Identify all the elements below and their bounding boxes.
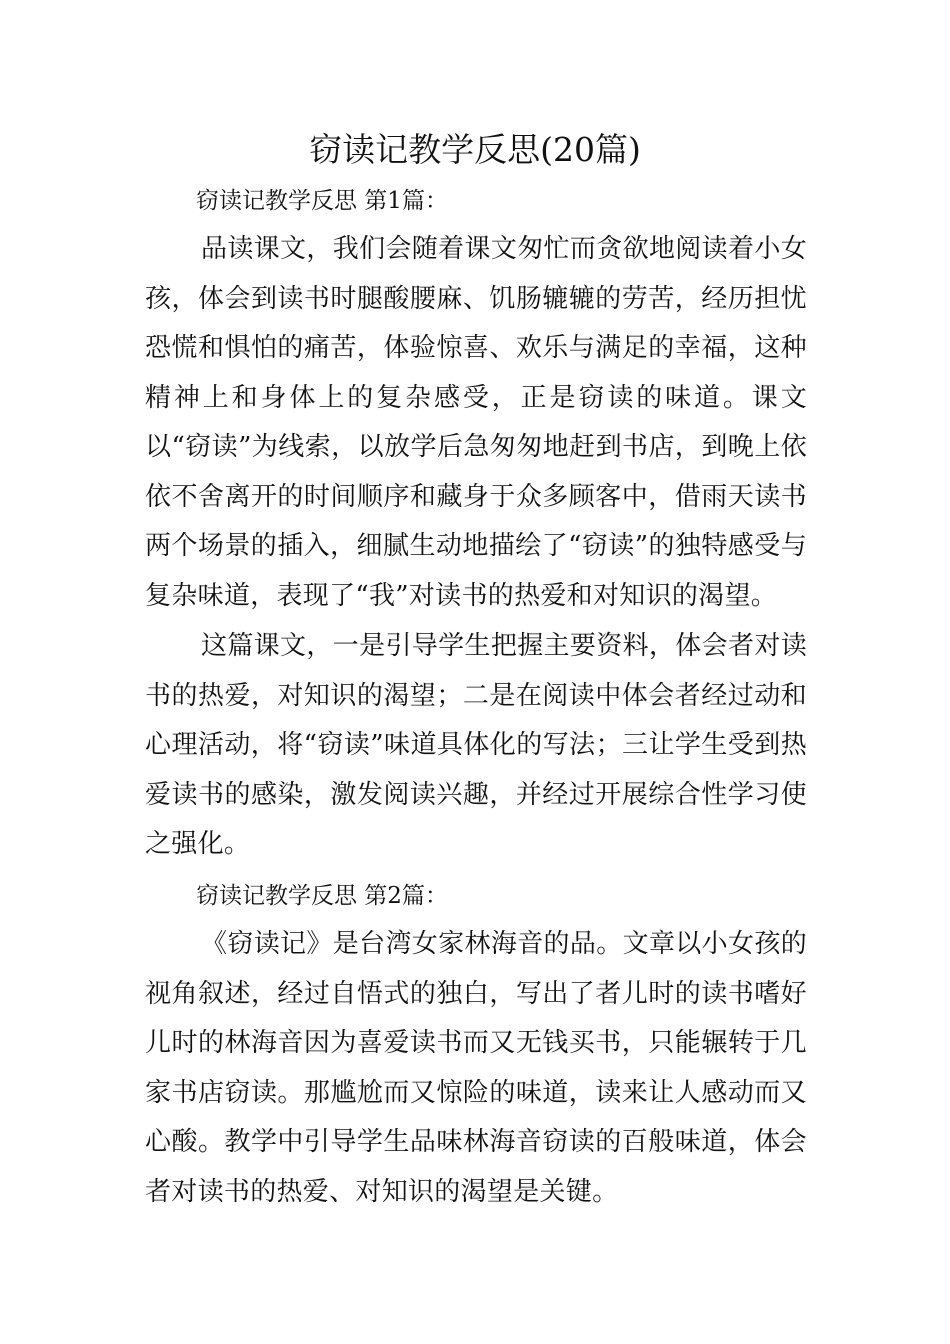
document-title: 窃读记教学反思(20篇) (309, 130, 641, 169)
section-1-paragraph-1: 品读课文，我们会随着课文匆忙而贪欲地阅读着小女孩，体会到读书时腿酸腰麻、饥肠辘辘的劳苦，经历担忧恐慌和惧怕的痛苦，体验惊喜、欢乐与满足的幸福，这种精神上和身体上的复杂感受，正是窃读的味道。课文以“窃读”为线索，以放学后急匆匆地赶到书店，到晚上依依不舍离开的时间顺序和藏身于众多顾客中，借雨天读书两个场景的插入，细腻生动地描绘了“窃读”的独特感受与复杂味道，表现了“我”对读书的热爱和对知识的渴望。 (145, 234, 807, 611)
section-heading-2: 窃读记教学反思 第2篇： (196, 883, 448, 909)
section-1-paragraph-2: 这篇课文，一是引导学生把握主要资料，体会者对读书的热爱，对知识的渴望；二是在阅读中体会者经过动和心理活动，将“窃读”味道具体化的写法；三让学生受到热爱读书的感染，激发阅读兴趣，并经过开展综合性学习使之强化。 (145, 631, 807, 859)
section-heading-1: 窃读记教学反思 第1篇： (196, 188, 448, 214)
section-2-paragraph-1: 《窃读记》是台湾女家林海音的品。文章以小女孩的视角叙述，经过自悟式的独白，写出了者儿时的读书嗜好儿时的林海音因为喜爱读书而又无钱买书，只能辗转于几家书店窃读。那尴尬而又惊险的味道，读来让人感动而又心酸。教学中引导学生品味林海音窃读的百般味道，体会者对读书的热爱、对知识的渴望是关键。 (145, 929, 807, 1207)
